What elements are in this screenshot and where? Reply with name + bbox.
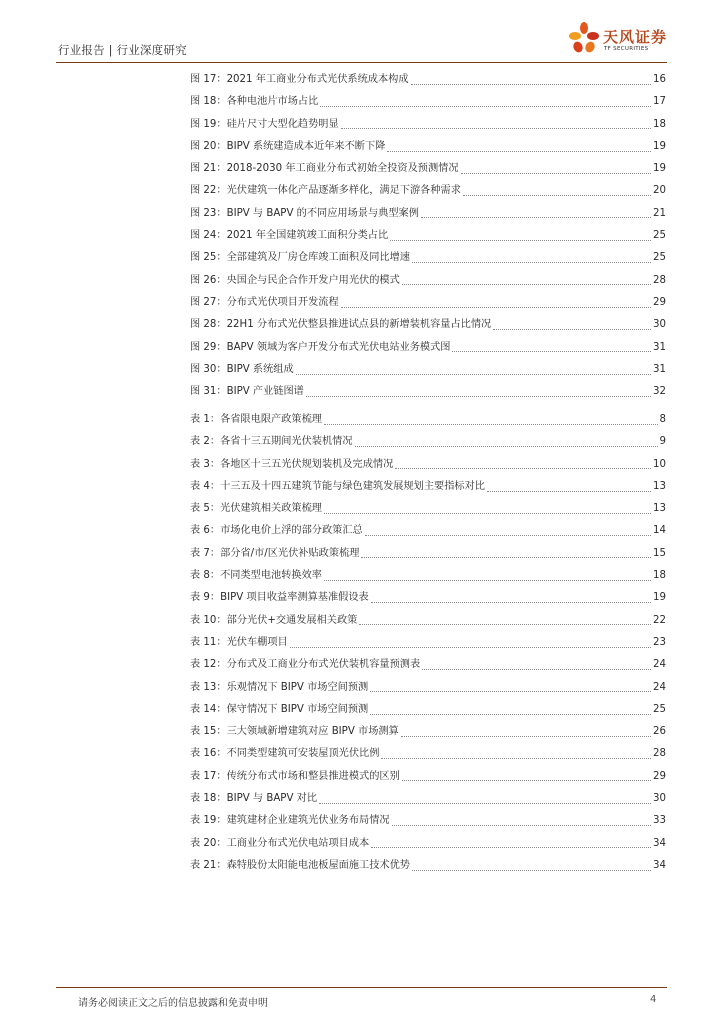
figure-entry-label: 图 29：BAPV 领域为客户开发分布式光伏电站业务模式图 — [190, 341, 451, 353]
figure-entry-page-number: 29 — [653, 296, 666, 308]
table-entry-page-number: 19 — [653, 592, 666, 604]
dot-leader — [392, 825, 651, 826]
table-entry-page-number: 13 — [653, 480, 666, 492]
table-entry-label: 表 8：不同类型电池转换效率 — [190, 570, 322, 582]
table-entry-page-number: 9 — [659, 436, 666, 448]
table-entry[interactable] — [190, 498, 666, 520]
figure-entry[interactable] — [190, 114, 666, 136]
table-entry[interactable] — [190, 565, 666, 587]
dot-leader — [487, 491, 651, 492]
dot-leader — [395, 468, 651, 469]
figure-entry-page-number: 19 — [653, 140, 666, 152]
figure-entry-page-number: 17 — [653, 96, 666, 108]
figure-entry[interactable] — [190, 158, 666, 180]
table-entry-page-number: 23 — [653, 636, 666, 648]
dot-leader — [402, 284, 651, 285]
dot-leader — [422, 669, 651, 670]
footer-disclaimer: 请务必阅读正文之后的信息披露和免责申明 — [78, 998, 268, 1009]
figure-entry-label: 图 28：22H1 分布式光伏整县推进试点县的新增装机容量占比情况 — [190, 319, 492, 331]
table-entry-label: 表 18：BIPV 与 BAPV 对比 — [190, 793, 318, 805]
figure-entry[interactable] — [190, 203, 666, 225]
figure-entry[interactable] — [190, 136, 666, 158]
table-entry-label: 表 7：部分省/市/区光伏补贴政策梳理 — [190, 547, 360, 559]
figure-entry[interactable] — [190, 247, 666, 269]
dot-leader — [412, 262, 651, 263]
table-entry[interactable] — [190, 543, 666, 565]
figure-entry-page-number: 25 — [653, 230, 666, 242]
table-entry[interactable] — [190, 855, 666, 877]
table-entry-page-number: 34 — [653, 859, 666, 871]
figure-entry-label: 图 18：各种电池片市场占比 — [190, 96, 319, 108]
figure-list — [190, 69, 666, 403]
table-entry-label: 表 6：市场化电价上浮的部分政策汇总 — [190, 525, 363, 537]
table-list — [190, 409, 666, 877]
table-entry-page-number: 10 — [653, 458, 666, 470]
dot-leader — [493, 329, 651, 330]
table-entry-page-number: 29 — [653, 770, 666, 782]
table-entry-label: 表 10：部分光伏+交通发展相关政策 — [190, 614, 358, 626]
table-entry[interactable] — [190, 587, 666, 609]
table-entry-label: 表 3：各地区十三五光伏规划装机及完成情况 — [190, 458, 394, 470]
table-entry[interactable] — [190, 431, 666, 453]
logo-name-en: TF SECURITIES — [604, 46, 649, 52]
figure-entry[interactable] — [190, 292, 666, 314]
table-entry[interactable] — [190, 721, 666, 743]
dot-leader — [411, 84, 651, 85]
figure-entry-page-number: 28 — [653, 274, 666, 286]
dot-leader — [402, 780, 651, 781]
figure-entry-page-number: 30 — [653, 319, 666, 331]
table-entry-page-number: 14 — [653, 525, 666, 537]
table-entry-label: 表 11：光伏车棚项目 — [190, 636, 288, 648]
table-entry[interactable] — [190, 788, 666, 810]
table-entry-page-number: 22 — [653, 614, 666, 626]
dot-leader — [355, 446, 658, 447]
figure-entry-label: 图 20：BIPV 系统建造成本近年来不断下降 — [190, 140, 386, 152]
figure-entry[interactable] — [190, 270, 666, 292]
figure-entry[interactable] — [190, 381, 666, 403]
table-entry[interactable] — [190, 476, 666, 498]
figure-entry-page-number: 31 — [653, 363, 666, 375]
figure-entry-page-number: 25 — [653, 252, 666, 264]
figure-entry-label: 图 17：2021 年工商业分布式光伏系统成本构成 — [190, 74, 409, 85]
figure-entry-label: 图 23：BIPV 与 BAPV 的不同应用场景与典型案例 — [190, 207, 419, 219]
table-entry-label: 表 17：传统分布式市场和整县推进模式的区别 — [190, 770, 400, 782]
figure-entry-label: 图 22：光伏建筑一体化产品逐渐多样化，满足下游各种需求 — [190, 185, 461, 197]
dot-leader — [412, 870, 651, 871]
figure-entry[interactable] — [190, 337, 666, 359]
figure-entry[interactable] — [190, 359, 666, 381]
dot-leader — [461, 173, 652, 174]
header-report-type: 行业报告 | 行业深度研究 — [58, 43, 187, 57]
figure-entry-label: 图 31：BIPV 产业链图谱 — [190, 386, 304, 398]
table-entry-label: 表 15：三大领域新增建筑对应 BIPV 市场测算 — [190, 726, 399, 738]
figure-entry-label: 图 26：央国企与民企合作开发户用光伏的模式 — [190, 274, 400, 286]
dot-leader — [381, 758, 651, 759]
figure-entry-page-number: 19 — [653, 163, 666, 175]
table-entry-page-number: 30 — [653, 793, 666, 805]
table-entry-label: 表 19：建筑建材企业建筑光伏业务布局情况 — [190, 815, 390, 827]
dot-leader — [319, 803, 651, 804]
table-entry[interactable] — [190, 520, 666, 542]
figure-entry-page-number: 31 — [653, 341, 666, 353]
page-number: 4 — [650, 994, 657, 1005]
dot-leader — [296, 374, 651, 375]
table-entry-label: 表 14：保守情况下 BIPV 市场空间预测 — [190, 703, 369, 715]
table-entry[interactable] — [190, 743, 666, 765]
footer-divider — [56, 987, 667, 988]
dot-leader — [359, 624, 651, 625]
dot-leader — [390, 240, 651, 241]
table-entry-label: 表 12：分布式及工商业分布式光伏装机容量预测表 — [190, 659, 421, 671]
table-entry[interactable] — [190, 677, 666, 699]
table-entry-label: 表 13：乐观情况下 BIPV 市场空间预测 — [190, 681, 369, 693]
figure-entry[interactable] — [190, 180, 666, 202]
figure-entry-page-number: 18 — [653, 118, 666, 130]
figure-entry[interactable] — [190, 91, 666, 113]
table-entry-label: 表 20：工商业分布式光伏电站项目成本 — [190, 837, 370, 849]
dot-leader — [421, 217, 651, 218]
table-entry[interactable] — [190, 810, 666, 832]
table-entry-page-number: 33 — [653, 815, 666, 827]
figure-entry-label: 图 19：硅片尺寸大型化趋势明显 — [190, 118, 339, 130]
table-entry-label: 表 21：森特股份太阳能电池板屋面施工技术优势 — [190, 859, 410, 871]
figure-entry-page-number: 20 — [653, 185, 666, 197]
dot-leader — [401, 736, 651, 737]
table-entry-label: 表 9：BIPV 项目收益率测算基准假设表 — [190, 592, 369, 604]
table-entry-page-number: 24 — [653, 659, 666, 671]
header-divider — [56, 62, 667, 63]
dot-leader — [324, 580, 651, 581]
dot-leader — [324, 424, 658, 425]
dot-leader — [324, 513, 651, 514]
table-entry[interactable] — [190, 610, 666, 632]
table-entry-page-number: 24 — [653, 681, 666, 693]
figure-entry-label: 图 24：2021 年全国建筑竣工面积分类占比 — [190, 230, 389, 242]
table-entry-page-number: 34 — [653, 837, 666, 849]
figure-entry-page-number: 32 — [653, 386, 666, 398]
dot-leader — [290, 647, 651, 648]
dot-leader — [306, 396, 651, 397]
table-entry-page-number: 26 — [653, 726, 666, 738]
dot-leader — [370, 714, 651, 715]
dot-leader — [371, 847, 651, 848]
table-entry-page-number: 13 — [653, 503, 666, 515]
table-entry-page-number: 28 — [653, 748, 666, 760]
table-entry[interactable] — [190, 766, 666, 788]
figure-entry-label: 图 25：全部建筑及厂房仓库竣工面积及同比增速 — [190, 252, 410, 264]
dot-leader — [387, 151, 651, 152]
table-entry-page-number: 18 — [653, 570, 666, 582]
table-entry-label: 表 16：不同类型建筑可安装屋顶光伏比例 — [190, 748, 380, 760]
figure-entry[interactable] — [190, 314, 666, 336]
figure-entry[interactable] — [190, 69, 666, 91]
dot-leader — [320, 106, 651, 107]
table-entry[interactable] — [190, 699, 666, 721]
table-entry[interactable] — [190, 409, 666, 431]
table-entry-label: 表 2：各省十三五期间光伏装机情况 — [190, 436, 353, 448]
dot-leader — [463, 195, 651, 196]
dot-leader — [370, 691, 651, 692]
table-entry-page-number: 8 — [659, 414, 666, 425]
company-logo — [567, 18, 677, 60]
dot-leader — [452, 351, 651, 352]
table-entry[interactable] — [190, 632, 666, 654]
table-entry[interactable] — [190, 454, 666, 476]
figure-entry-label: 图 27：分布式光伏项目开发流程 — [190, 296, 339, 308]
table-entry-label: 表 1：各省限电限产政策梳理 — [190, 414, 322, 425]
figure-entry[interactable] — [190, 225, 666, 247]
dot-leader — [365, 535, 651, 536]
dot-leader — [341, 307, 651, 308]
table-entry-label: 表 5：光伏建筑相关政策梳理 — [190, 503, 322, 515]
table-entry-page-number: 25 — [653, 703, 666, 715]
table-entry[interactable] — [190, 833, 666, 855]
table-entry-page-number: 15 — [653, 547, 666, 559]
figure-entry-page-number: 21 — [653, 207, 666, 219]
figure-entry-page-number: 16 — [653, 74, 666, 85]
figure-entry-label: 图 30：BIPV 系统组成 — [190, 363, 294, 375]
table-entry[interactable] — [190, 654, 666, 676]
figure-entry-label: 图 21：2018-2030 年工商业分布式初始全投资及预测情况 — [190, 163, 459, 175]
table-entry-label: 表 4：十三五及十四五建筑节能与绿色建筑发展规划主要指标对比 — [190, 480, 485, 492]
dot-leader — [341, 128, 651, 129]
dot-leader — [371, 602, 651, 603]
logo-name-cn: 天风证券 — [603, 28, 668, 46]
dot-leader — [361, 557, 651, 558]
flower-logo-icon — [567, 18, 601, 60]
